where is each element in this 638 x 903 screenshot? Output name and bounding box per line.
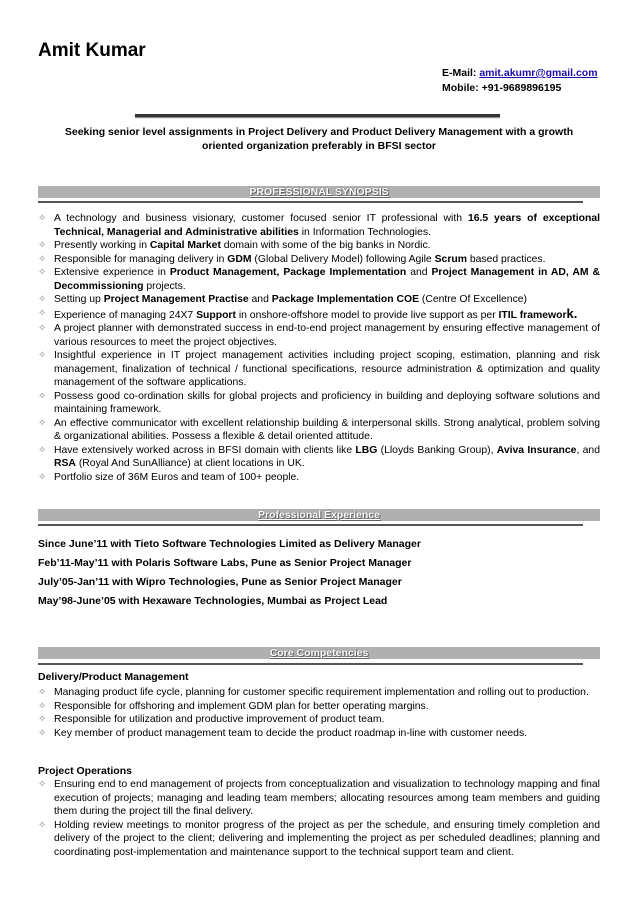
diamond-bullet-icon: ✧	[38, 240, 47, 251]
diamond-bullet-icon: ✧	[38, 253, 47, 265]
list-item: ✧ Key member of product management team to decide the product roadmap in-line with customer needs.	[38, 727, 528, 739]
objective-statement: Seeking senior level assignments in Project Delivery and Product Delivery Management with a growth oriented organization preferably in BFSI sector	[64, 126, 574, 152]
email-label: E-Mail:	[442, 67, 477, 79]
contact-block	[442, 66, 598, 96]
section-header-synopsis: PROFESSIONAL SYNOPSIS	[38, 186, 600, 198]
diamond-bullet-icon: ✧	[38, 390, 47, 402]
diamond-bullet-icon: ✧	[38, 417, 47, 429]
list-item: ✧ Portfolio size of 36M Euros and team of 100+ people.	[38, 471, 300, 483]
section-header-experience: Professional Experience	[38, 509, 600, 521]
list-item: ✧ Responsible for offshoring and implement GDM plan for better operating margins.	[38, 700, 429, 712]
operations-list	[38, 778, 600, 859]
list-item: ✧ A technology and business visionary, customer focused senior IT professional with 16.5 years of exceptional Technical, Managerial and Administrative abilities in Information Technologies.	[38, 213, 600, 238]
diamond-bullet-icon: ✧	[38, 779, 47, 790]
header-divider	[135, 114, 500, 117]
delivery-list	[38, 686, 600, 740]
list-item: ✧ Extensive experience in Product Management, Package Implementation and Project Management in AD, AM & Decommissioning projects.	[38, 267, 600, 292]
list-item: ✧ Setting up Project Management Practise and Package Implementation COE (Centre Of Excellence)	[38, 294, 528, 305]
experience-item: Since June’11 with Tieto Software Technologies Limited as Delivery Manager	[38, 538, 421, 550]
mobile-text: Mobile: +91-9689896195	[442, 82, 562, 94]
synopsis-list	[38, 212, 600, 484]
diamond-bullet-icon: ✧	[38, 323, 47, 334]
section-header-competencies: Core Competencies	[38, 647, 600, 659]
list-item: ✧ Managing product life cycle, planning for customer specific requirement implementation and rolling out to production.	[38, 687, 589, 698]
diamond-bullet-icon: ✧	[38, 819, 47, 831]
diamond-bullet-icon: ✧	[38, 213, 47, 224]
list-item: ✧ Ensuring end to end management of projects from conceptualization and visualization to technology mapping and final execution of projects; managing and leading team members; allocating resources among team members and guiding them during the project till the final delivery.	[38, 779, 600, 817]
list-item: ✧ A project planner with demonstrated success in end-to-end project management by ensuring effective management of various resources to meet the project objectives.	[38, 323, 600, 348]
diamond-bullet-icon: ✧	[38, 700, 47, 712]
list-item: ✧ Responsible for utilization and productive improvement of product team.	[38, 714, 385, 725]
diamond-bullet-icon: ✧	[38, 687, 47, 698]
diamond-bullet-icon: ✧	[38, 294, 47, 305]
section-divider	[38, 201, 583, 203]
experience-item: May’98-June’05 with Hexaware Technologies, Mumbai as Project Lead	[38, 595, 388, 607]
experience-item: Feb’11-May’11 with Polaris Software Labs, Pune as Senior Project Manager	[38, 557, 412, 569]
diamond-bullet-icon: ✧	[38, 444, 47, 456]
list-item: ✧ An effective communicator with excellent relationship building & interpersonal skills. Strong analytical, problem solving & organizational abilities. Possess a flexible & detail oriented attitude.	[38, 417, 600, 442]
diamond-bullet-icon: ✧	[38, 471, 47, 483]
list-item: ✧ Holding review meetings to monitor progress of the project as per the schedule, and ensuring timely completion and delivery of the project to the client; delivering and implementing the project as per scheduled deadlines; planning and coordinating post-implementation and maintenance support to the technical support team and client.	[38, 819, 600, 858]
diamond-bullet-icon: ✧	[38, 267, 47, 278]
section-divider	[38, 524, 583, 526]
list-item: ✧ Experience of managing 24X7 Support in onshore-offshore model to provide live support as per ITIL framework.	[38, 305, 578, 321]
section-divider	[38, 663, 583, 665]
subheading-delivery: Delivery/Product Management	[38, 671, 189, 683]
list-item: ✧ Presently working in Capital Market domain with some of the big banks in Nordic.	[38, 240, 431, 251]
list-item: ✧ Have extensively worked across in BFSI domain with clients like LBG (Lloyds Banking Group), Aviva Insurance, and RSA (Royal And SunAlliance) at client locations in UK.	[38, 444, 600, 469]
diamond-bullet-icon: ✧	[38, 727, 47, 739]
list-item: ✧ Insightful experience in IT project management activities including project scoping, estimation, planning and risk management, finalization of technical / functional specifications, resource administration & optimization and quality management of the software applications.	[38, 350, 600, 388]
list-item: ✧ Responsible for managing delivery in GDM (Global Delivery Model) following Agile Scrum based practices.	[38, 253, 546, 265]
subheading-operations: Project Operations	[38, 765, 132, 777]
candidate-name: Amit Kumar	[38, 40, 146, 61]
list-item: ✧ Possess good co-ordination skills for global projects and proficiency in building and deploying software solutions and maintaining framework.	[38, 390, 600, 415]
diamond-bullet-icon: ✧	[38, 307, 47, 319]
experience-item: July’05-Jan’11 with Wipro Technologies, Pune as Senior Project Manager	[38, 576, 402, 588]
diamond-bullet-icon: ✧	[38, 350, 47, 361]
email-link[interactable]: amit.akumr@gmail.com	[479, 67, 598, 79]
diamond-bullet-icon: ✧	[38, 714, 47, 725]
